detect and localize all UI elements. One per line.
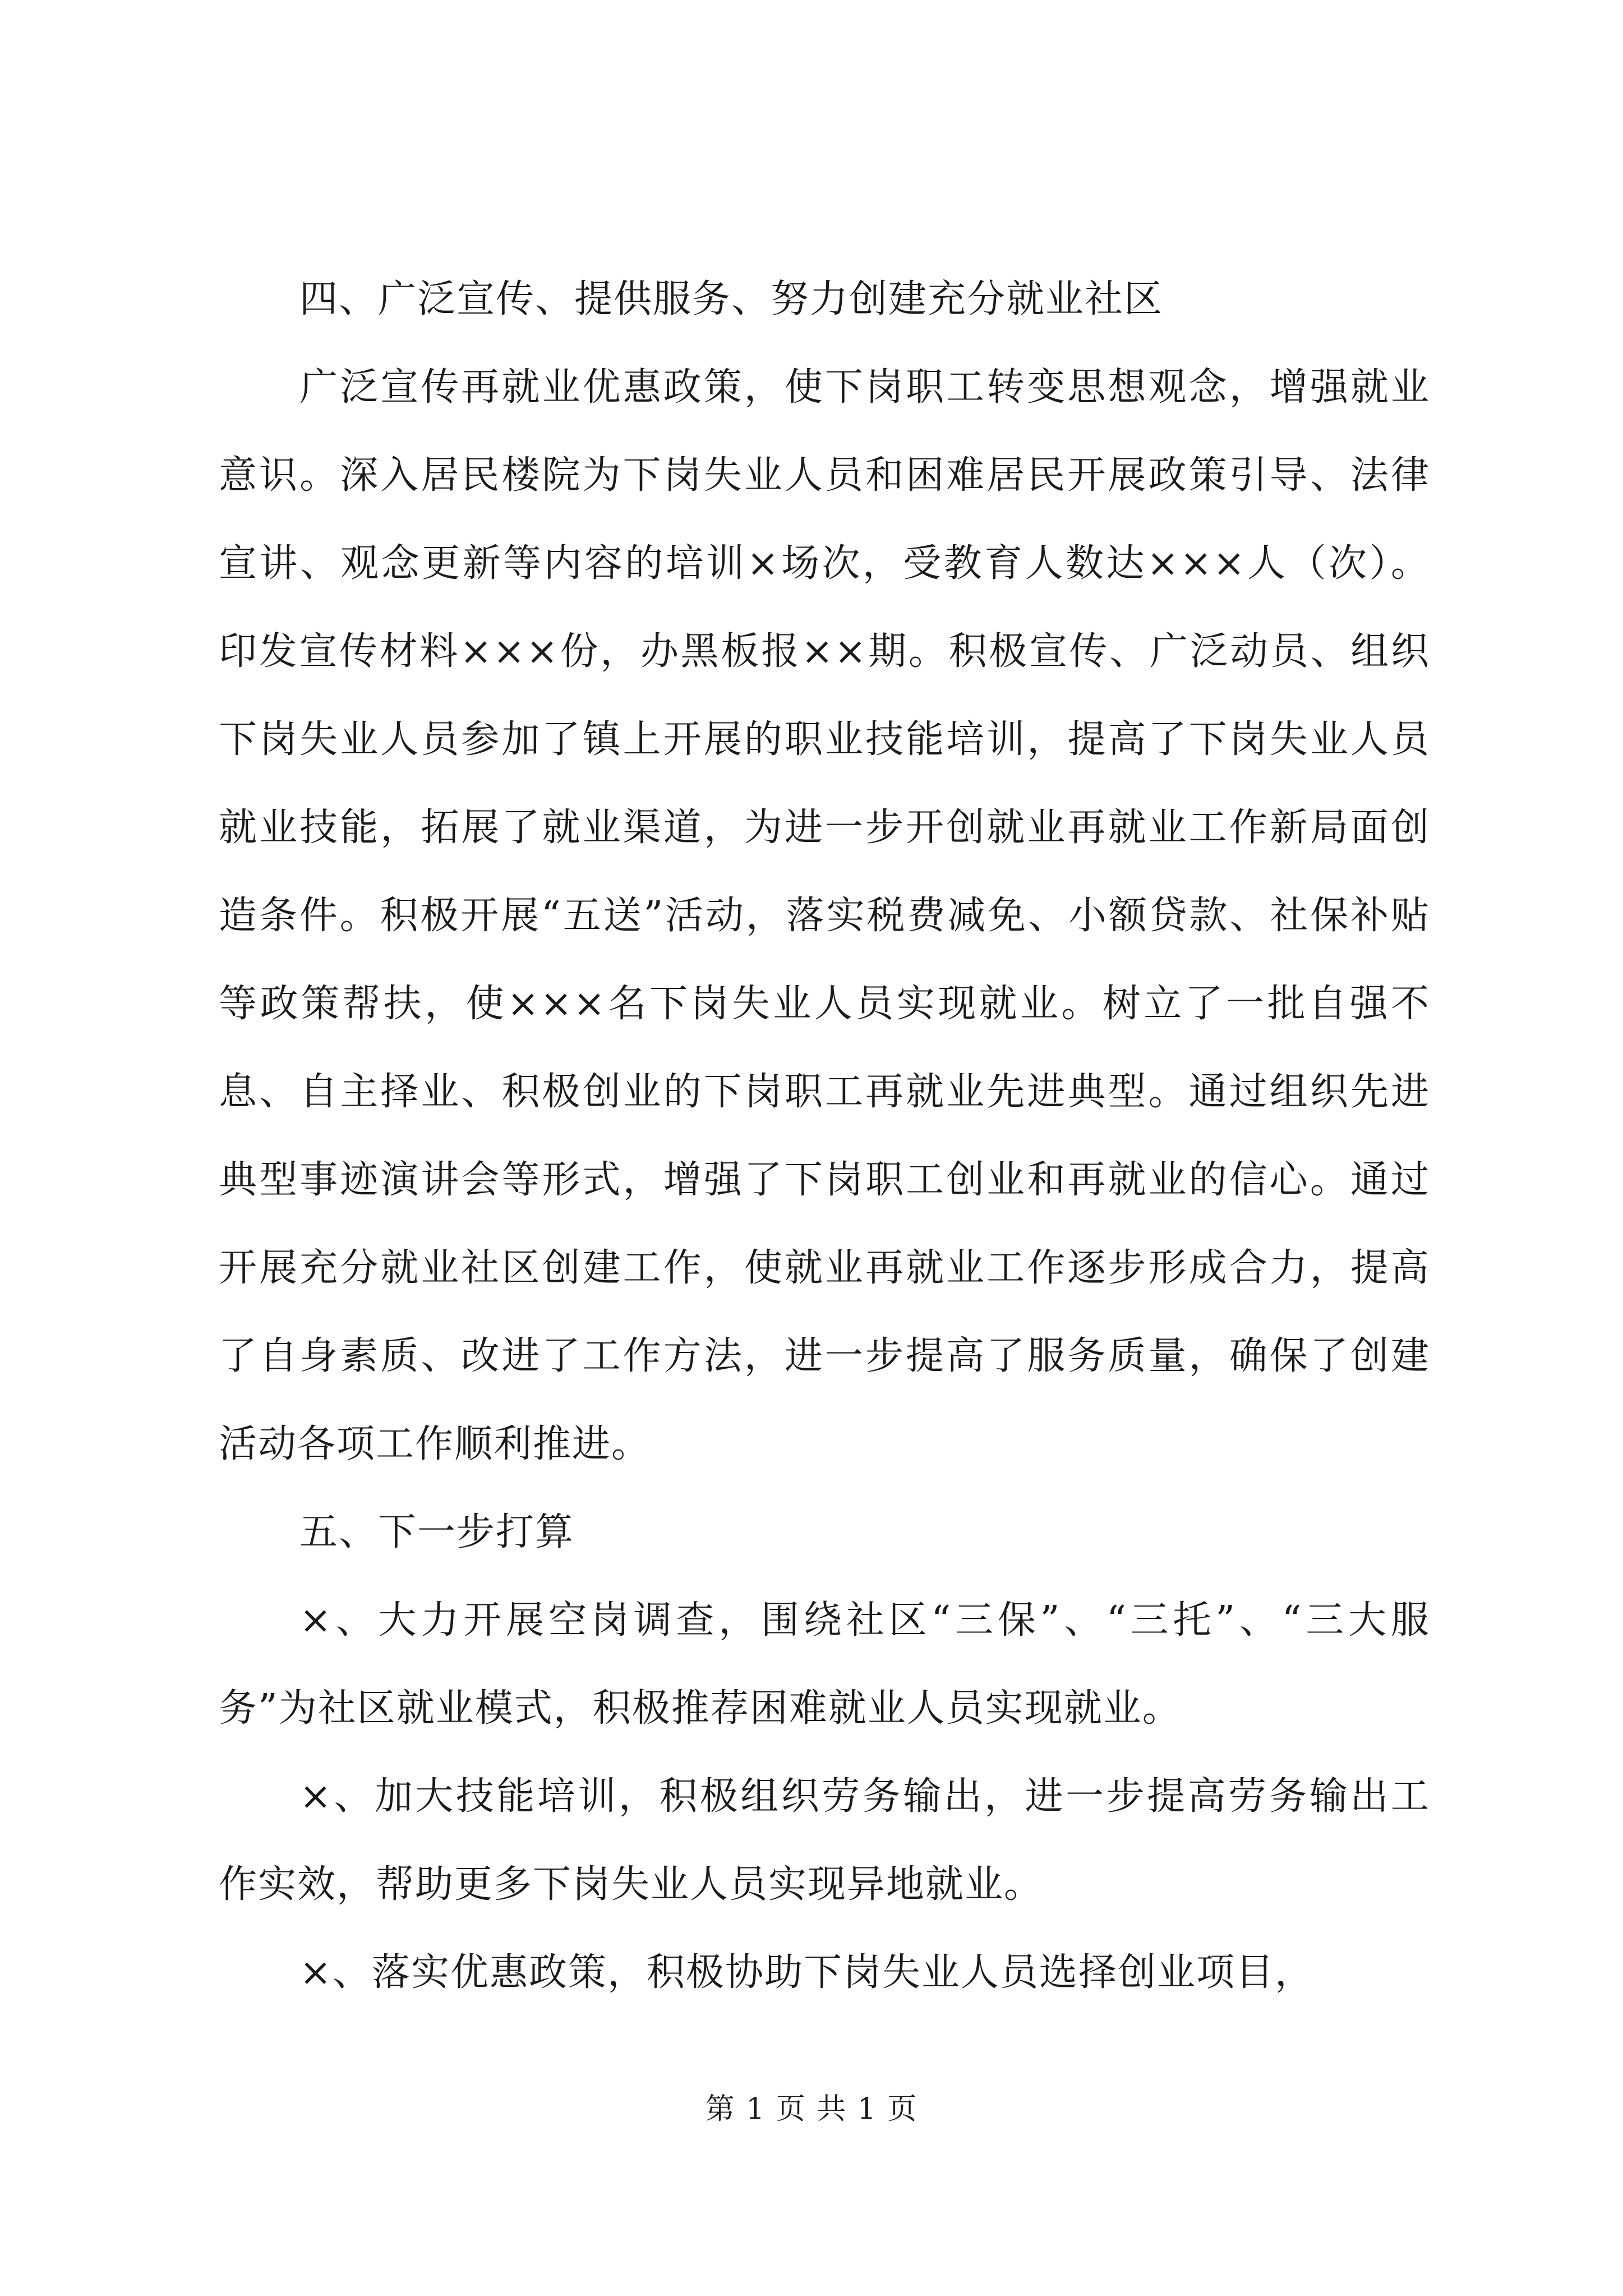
document-body — [219, 255, 1430, 2017]
body-paragraph: 广泛宣传再就业优惠政策，使下岗职工转变思想观念，增强就业意识。深入居民楼院为下岗失业人员和困难居民开展政策引导、法律宣讲、观念更新等内容的培训×场次，受教育人数达×××人（次）。印发宣传材料×××份，办黑板报××期。积极宣传、广泛动员、组织下岗失业人员参加了镇上开展的职业技能培训，提高了下岗失业人员就业技能，拓展了就业渠道，为进一步开创就业再就业工作新局面创造条件。积极开展“五送”活动，落实税费减免、小额贷款、社保补贴等政策帮扶，使×××名下岗失业人员实现就业。树立了一批自强不息、自主择业、积极创业的下岗职工再就业先进典型。通过组织先进典型事迹演讲会等形式，增强了下岗职工创业和再就业的信心。通过开展充分就业社区创建工作，使就业再就业工作逐步形成合力，提高了自身素质、改进了工作方法，进一步提高了服务质量，确保了创建活动各项工作顺利推进。 — [219, 365, 1430, 1466]
plan-item-3: ×、落实优惠政策，积极协助下岗失业人员选择创业项目， — [299, 1950, 1314, 1995]
page-footer: 第 1 页 共 1 页 — [705, 2092, 918, 2126]
section-heading-4: 四、广泛宣传、提供服务、努力创建充分就业社区 — [299, 277, 1164, 321]
plan-item-1: ×、大力开展空岗调查，围绕社区“三保”、“三托”、“三大服务”为社区就业模式，积极推荐困难就业人员实现就业。 — [219, 1598, 1430, 1731]
plan-item-2: ×、加大技能培训，积极组织劳务输出，进一步提高劳务输出工作实效，帮助更多下岗失业人员实现异地就业。 — [219, 1774, 1430, 1907]
section-heading-5: 五、下一步打算 — [299, 1510, 575, 1554]
